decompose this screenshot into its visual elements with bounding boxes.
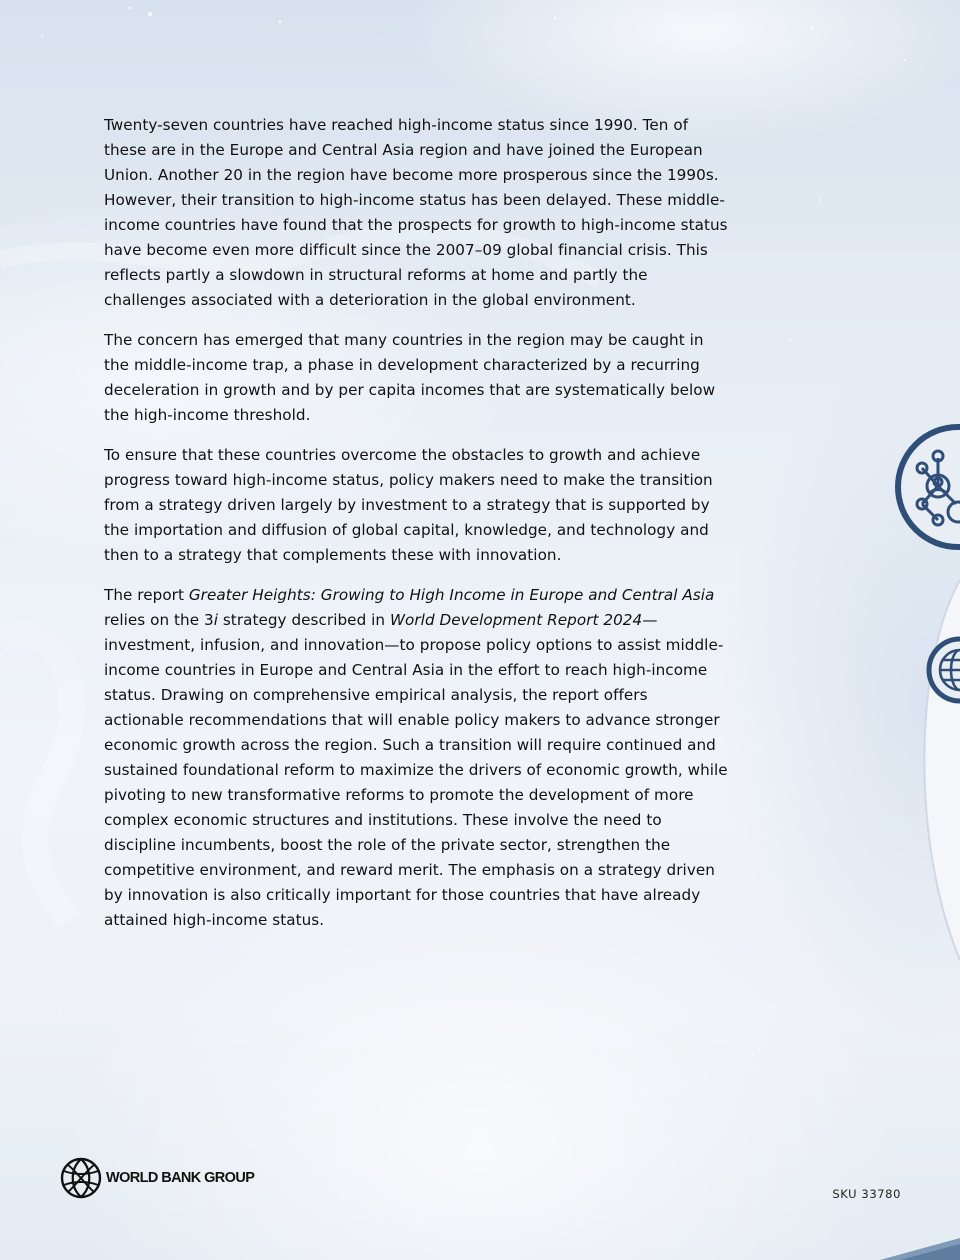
p4-mid-1: relies on the 3: [104, 611, 214, 629]
p4-mid-2: strategy described in: [217, 611, 390, 629]
paragraph-4: [104, 583, 728, 933]
world-bank-globe-icon: [60, 1157, 102, 1199]
network-people-icon: [898, 427, 960, 547]
p4-lead: The report: [104, 586, 189, 604]
wdr-title: World Development Report 2024: [389, 611, 643, 629]
p4-rest: —investment, infusion, and innovation—to propose policy options to assist middle-income countries in Europe and Central Asia in the effort to reach high-income status. Drawing on comprehensive empirical analysis, the report offers actionable recommendations that will enable policy makers to advance stronger economic growth across the region. Such a transition will require continued and sustained foundational reform to maximize the drivers of economic growth, while pivoting to new transformative reforms to promote the development of more complex economic structures and institutions. These involve the need to discipline incumbents, boost the role of the private sector, strengthen the competitive environment, and reward merit. The emphasis on a strategy driven by innovation is also critically important for those countries that have already attained high-income status.: [104, 611, 728, 929]
sku-number: SKU 33780: [832, 1187, 901, 1201]
italic-i: i: [213, 611, 218, 629]
paragraph-3: To ensure that these countries overcome the obstacles to growth and achieve progress toward high-income status, policy makers need to make the transition from a strategy driven largely by investment to a strategy that is supported by the importation and diffusion of global capital, knowledge, and technology and then to a strategy that complements these with innovation.: [104, 446, 713, 564]
logo-text: WORLD BANK GROUP: [106, 1169, 255, 1186]
paragraph-1: Twenty-seven countries have reached high-income status since 1990. Ten of these are in the Europe and Central Asia region and have joined the European Union. Another 20 in the region have become more prosperous since the 1990s. However, their transition to high-income status has been delayed. These middle-income countries have found that the prospects for growth to high-income status have become even more difficult since the 2007–09 global financial crisis. This reflects partly a slowdown in structural reforms at home and partly the challenges associated with a deterioration in the global environment.: [104, 116, 728, 309]
body-text: [104, 113, 728, 948]
paragraph-2: The concern has emerged that many countries in the region may be caught in the middle-income trap, a phase in development characterized by a recurring deceleration in growth and by per capita incomes that are systematically below the high-income threshold.: [104, 331, 716, 424]
cover-decoration: [860, 400, 960, 1000]
corner-accent: [880, 1230, 960, 1260]
world-bank-group-logo: [60, 1157, 254, 1199]
report-title: Greater Heights: Growing to High Income in Europe and Central Asia: [188, 586, 715, 604]
